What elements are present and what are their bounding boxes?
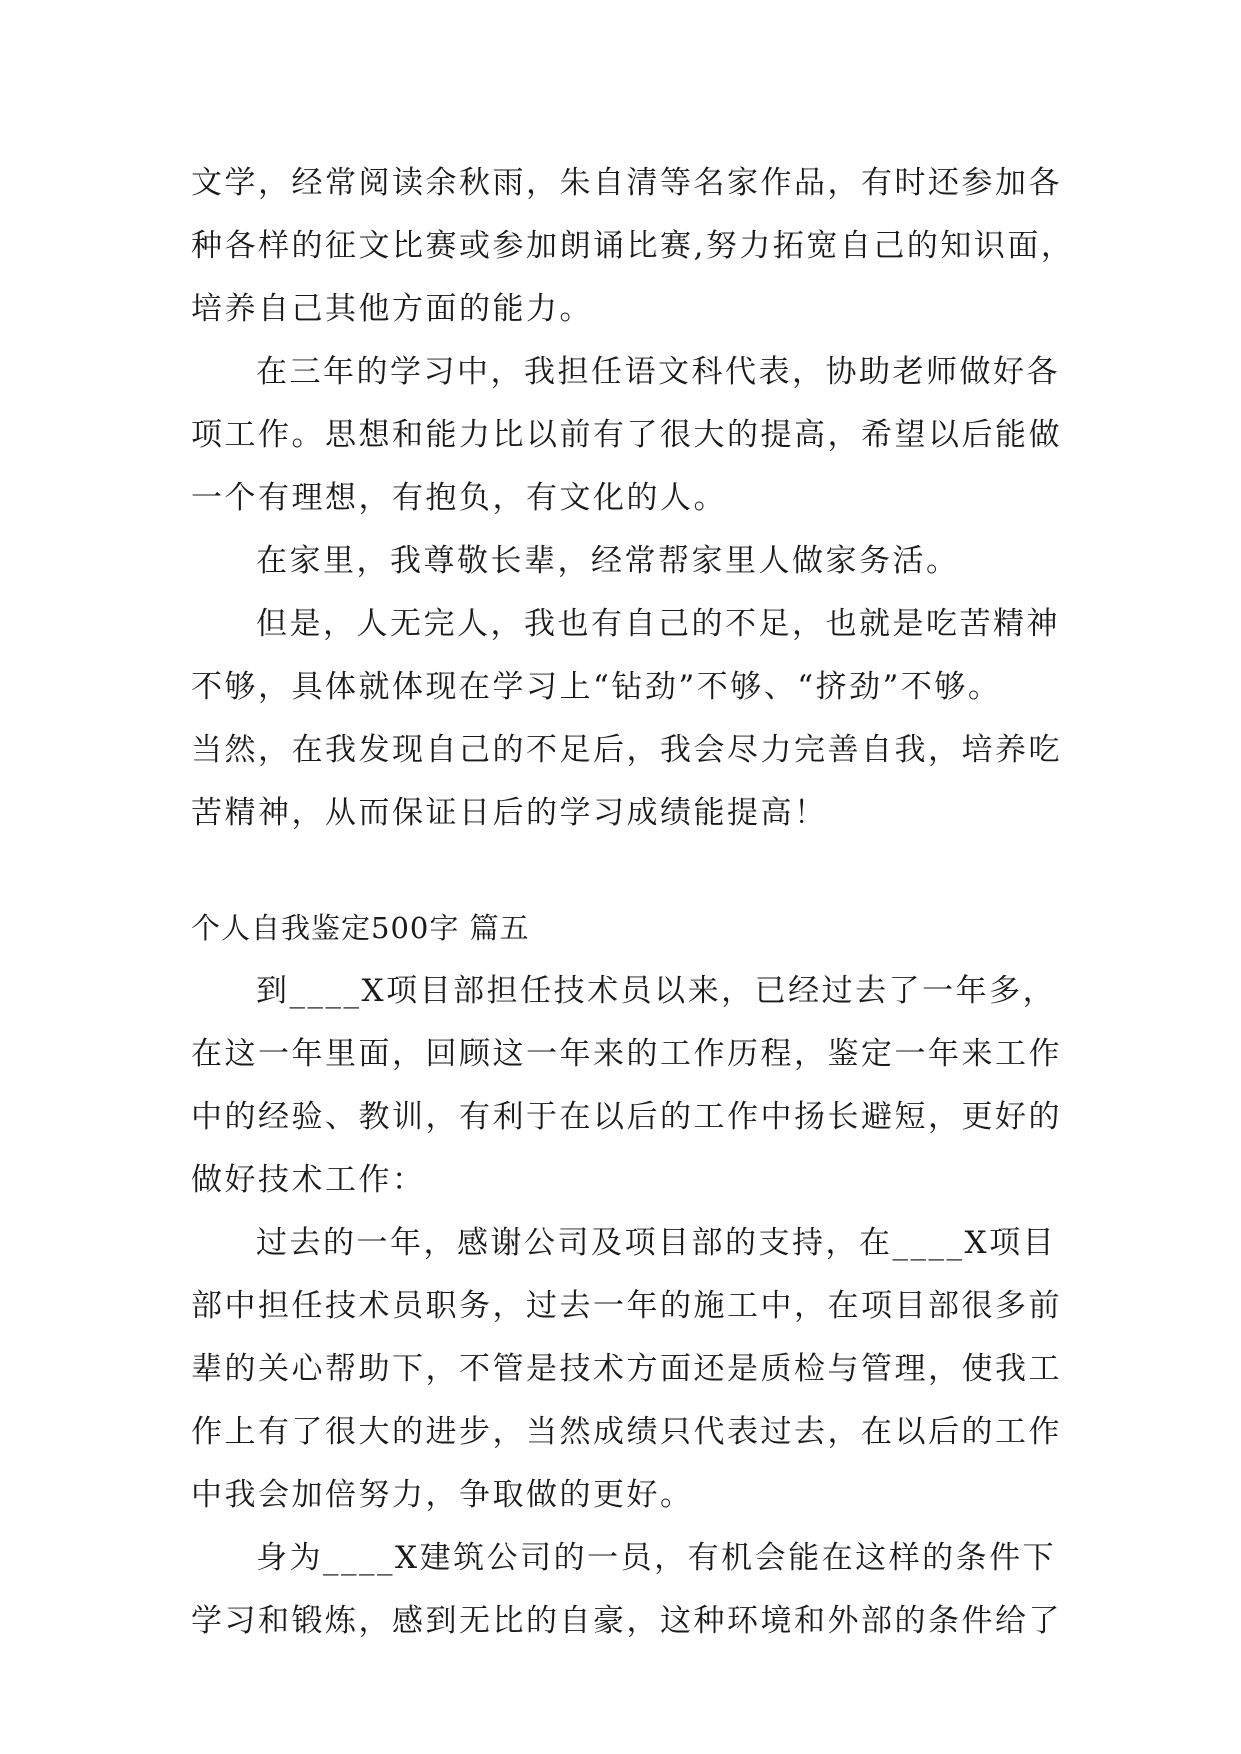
- body-text-line: 做好技术工作：: [191, 1162, 426, 1198]
- section-heading: 个人自我鉴定500字 篇五: [191, 911, 530, 945]
- body-text-line: 部中担任技术员职务，过去一年的施工中，在项目部很多前: [191, 1288, 1062, 1324]
- body-text-line: 在三年的学习中，我担任语文科代表，协助老师做好各: [256, 354, 1060, 390]
- body-text-line: 当然，在我发现自己的不足后，我会尽力完善自我，培养吃: [191, 732, 1062, 768]
- body-text-line: 苦精神，从而保证日后的学习成绩能提高！: [191, 795, 828, 831]
- body-text-line: 辈的关心帮助下，不管是技术方面还是质检与管理，使我工: [191, 1351, 1062, 1387]
- body-text-line: 中的经验、教训，有利于在以后的工作中扬长避短，更好的: [191, 1099, 1062, 1135]
- body-text-line: 中我会加倍努力，争取做的更好。: [191, 1477, 694, 1513]
- body-text-line: 作上有了很大的进步，当然成绩只代表过去，在以后的工作: [191, 1414, 1062, 1450]
- body-text-line: 过去的一年，感谢公司及项目部的支持，在____X项目: [256, 1225, 1057, 1261]
- body-text-line: 在家里，我尊敬长辈，经常帮家里人做家务活。: [256, 543, 960, 579]
- body-text-line: 培养自己其他方面的能力。: [191, 291, 593, 327]
- body-text-line: 种各样的征文比赛或参加朗诵比赛,努力拓宽自己的知识面，: [191, 228, 1075, 264]
- body-text-line: 一个有理想，有抱负，有文化的人。: [191, 480, 727, 516]
- body-text-line: 身为____X建筑公司的一员，有机会能在这样的条件下: [256, 1540, 1057, 1576]
- body-text-line: 学习和锻炼，感到无比的自豪，这种环境和外部的条件给了: [191, 1603, 1062, 1639]
- body-text-line: 项工作。思想和能力比以前有了很大的提高，希望以后能做: [191, 417, 1062, 453]
- body-text-line: 到____X项目部担任技术员以来，已经过去了一年多，: [256, 973, 1057, 1009]
- body-text-line: 文学，经常阅读余秋雨，朱自清等名家作品，有时还参加各: [191, 165, 1062, 201]
- body-text-line: 在这一年里面，回顾这一年来的工作历程，鉴定一年来工作: [191, 1036, 1062, 1072]
- body-text-line: 但是，人无完人，我也有自己的不足，也就是吃苦精神: [256, 606, 1060, 642]
- body-text-line: 不够，具体就体现在学习上“钻劲”不够、“挤劲”不够。: [191, 669, 1002, 705]
